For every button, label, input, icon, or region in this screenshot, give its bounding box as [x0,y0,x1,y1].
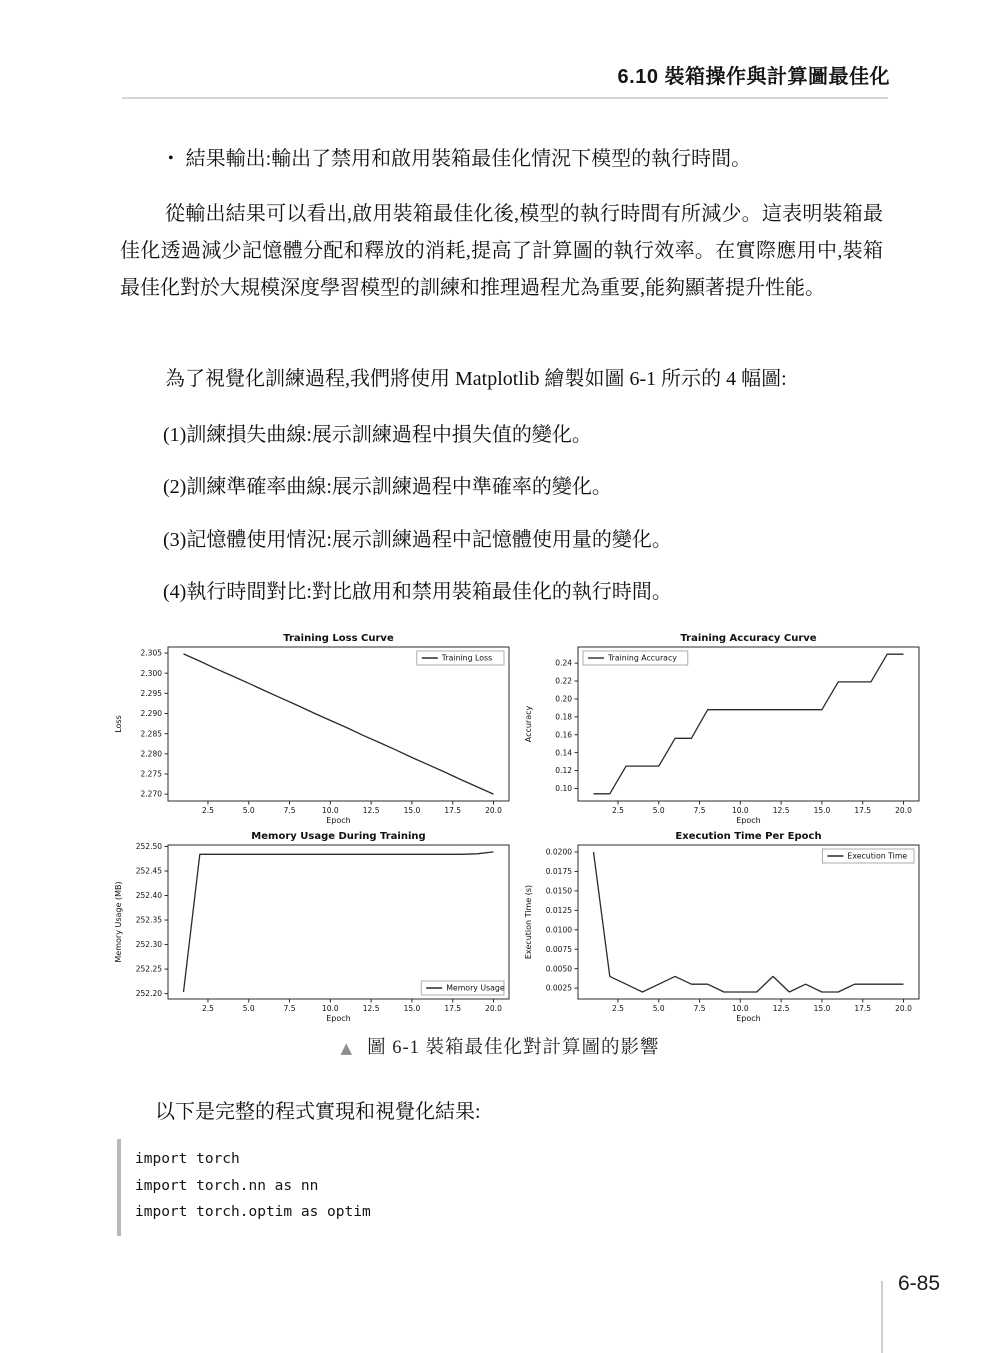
svg-text:Epoch: Epoch [736,816,761,825]
svg-text:Training Loss: Training Loss [441,653,493,663]
svg-text:15.0: 15.0 [403,806,421,815]
chart-training-accuracy [520,630,930,828]
list-item-training-accuracy: (2)訓練準確率曲線:展示訓練過程中準確率的變化。 [163,476,612,498]
bullet-text: 結果輸出:輸出了禁用和啟用裝箱最佳化情況下模型的執行時間。 [185,148,752,170]
svg-text:10.0: 10.0 [321,806,339,815]
caption-triangle-icon: ▲ [340,1039,354,1057]
svg-text:10.0: 10.0 [731,1004,749,1013]
svg-text:7.5: 7.5 [283,1004,296,1013]
svg-text:0.0125: 0.0125 [545,905,572,915]
svg-text:7.5: 7.5 [693,806,706,815]
svg-text:Memory Usage: Memory Usage [446,983,505,993]
paragraph-code-intro: 以下是完整的程式實現和視覺化結果: [155,1101,481,1123]
figure-caption [120,1033,880,1059]
svg-text:7.5: 7.5 [283,806,296,815]
svg-text:252.25: 252.25 [135,964,162,974]
svg-text:2.5: 2.5 [612,806,624,815]
code-line-import-nn: import torch.nn as nn [135,1177,319,1194]
svg-text:20.0: 20.0 [485,1004,502,1013]
svg-text:2.275: 2.275 [140,769,162,779]
svg-text:20.0: 20.0 [485,806,502,815]
svg-text:15.0: 15.0 [813,806,831,815]
svg-text:2.290: 2.290 [140,709,162,719]
chart-training-loss [110,630,520,828]
svg-text:Epoch: Epoch [736,1014,761,1023]
code-line-import-torch: import torch [135,1151,240,1167]
svg-text:17.5: 17.5 [854,1004,872,1013]
bullet-dot-icon: • [168,150,174,167]
svg-text:0.0150: 0.0150 [545,886,572,896]
svg-text:12.5: 12.5 [772,806,790,815]
figure-6-1 [110,630,930,1026]
svg-text:0.16: 0.16 [555,730,572,740]
chart-svg [520,630,930,828]
svg-text:20.0: 20.0 [895,1004,912,1013]
svg-text:0.0075: 0.0075 [545,944,572,954]
svg-text:2.305: 2.305 [140,648,162,658]
paragraph-matplotlib-intro: 為了視覺化訓練過程,我們將使用 Matplotlib 繪製如圖 6-1 所示的 4 幅圖: [165,368,787,390]
chart-svg [110,630,520,828]
svg-text:252.30: 252.30 [135,940,162,950]
svg-text:17.5: 17.5 [854,806,872,815]
footer-divider [881,1281,883,1353]
paragraph-output-analysis: 從輸出結果可以看出,啟用裝箱最佳化後,模型的執行時間有所減少。這表明裝箱最佳化透過減少記憶體分配和釋放的消耗,提高了計算圖的執行效率。在實際應用中,裝箱最佳化對於大規模深度學習模型的訓練和推理過程尤為重要,能夠顯著提升性能。 [120,203,883,299]
svg-text:2.280: 2.280 [140,749,162,759]
svg-text:Training Loss Curve: Training Loss Curve [283,633,394,644]
svg-text:252.40: 252.40 [135,891,162,901]
bullet-item [168,144,888,174]
svg-text:0.0175: 0.0175 [545,867,572,877]
svg-text:20.0: 20.0 [895,806,912,815]
svg-text:252.50: 252.50 [135,842,162,852]
figure-caption-text: 圖 6-1 裝箱最佳化對計算圖的影響 [367,1038,660,1058]
svg-text:Accuracy: Accuracy [524,705,533,743]
svg-text:15.0: 15.0 [813,1004,831,1013]
svg-text:0.12: 0.12 [555,766,572,776]
svg-text:17.5: 17.5 [444,806,462,815]
list-item-execution-time: (4)執行時間對比:對比啟用和禁用裝箱最佳化的執行時間。 [163,581,672,603]
code-line-import-optim: import torch.optim as optim [135,1204,371,1220]
svg-text:0.10: 0.10 [555,784,572,794]
section-header-title: 6.10 裝箱操作與計算圖最佳化 [617,66,890,88]
svg-text:0.24: 0.24 [555,658,572,668]
svg-text:12.5: 12.5 [362,1004,380,1013]
svg-text:0.14: 0.14 [555,748,572,758]
svg-text:Epoch: Epoch [326,1014,351,1023]
svg-text:Training Accuracy: Training Accuracy [608,653,677,663]
svg-text:10.0: 10.0 [321,1004,339,1013]
svg-text:252.20: 252.20 [135,989,162,999]
header-divider [122,97,888,99]
code-block [117,1139,905,1236]
svg-text:Memory Usage (MB): Memory Usage (MB) [114,881,123,963]
svg-text:12.5: 12.5 [362,806,380,815]
svg-text:Execution Time (s): Execution Time (s) [524,884,533,960]
svg-text:7.5: 7.5 [693,1004,706,1013]
svg-text:0.20: 0.20 [555,694,572,704]
svg-text:2.300: 2.300 [140,668,162,678]
svg-text:0.0200: 0.0200 [545,847,572,857]
svg-text:Training Accuracy Curve: Training Accuracy Curve [680,633,817,644]
page-number: 6-85 [898,1272,941,1295]
svg-text:0.18: 0.18 [555,712,572,722]
chart-execution-time [520,828,930,1026]
svg-text:5.0: 5.0 [652,806,665,815]
svg-text:2.295: 2.295 [140,688,162,698]
svg-text:2.5: 2.5 [202,1004,214,1013]
svg-text:5.0: 5.0 [242,806,255,815]
chart-svg [110,828,520,1026]
chart-svg [520,828,930,1026]
list-item-training-loss: (1)訓練損失曲線:展示訓練過程中損失值的變化。 [163,424,592,446]
svg-text:10.0: 10.0 [731,806,749,815]
svg-text:12.5: 12.5 [772,1004,790,1013]
svg-text:0.0050: 0.0050 [545,964,572,974]
svg-text:Epoch: Epoch [326,816,351,825]
svg-text:5.0: 5.0 [652,1004,665,1013]
svg-text:0.22: 0.22 [555,676,572,686]
list-item-memory-usage: (3)記憶體使用情況:展示訓練過程中記憶體使用量的變化。 [163,529,672,551]
svg-text:252.45: 252.45 [135,866,162,876]
svg-text:Memory Usage During Training: Memory Usage During Training [251,831,426,842]
svg-text:Execution Time: Execution Time [847,851,908,861]
svg-text:2.285: 2.285 [140,729,162,739]
svg-text:15.0: 15.0 [403,1004,421,1013]
svg-text:2.5: 2.5 [612,1004,624,1013]
svg-text:5.0: 5.0 [242,1004,255,1013]
chart-memory-usage [110,828,520,1026]
svg-text:2.5: 2.5 [202,806,214,815]
svg-text:Loss: Loss [114,715,123,733]
svg-text:0.0025: 0.0025 [545,983,572,993]
svg-text:252.35: 252.35 [135,915,162,925]
svg-text:Execution Time Per Epoch: Execution Time Per Epoch [675,831,822,842]
svg-text:17.5: 17.5 [444,1004,462,1013]
svg-text:0.0100: 0.0100 [545,925,572,935]
svg-text:2.270: 2.270 [140,789,162,799]
